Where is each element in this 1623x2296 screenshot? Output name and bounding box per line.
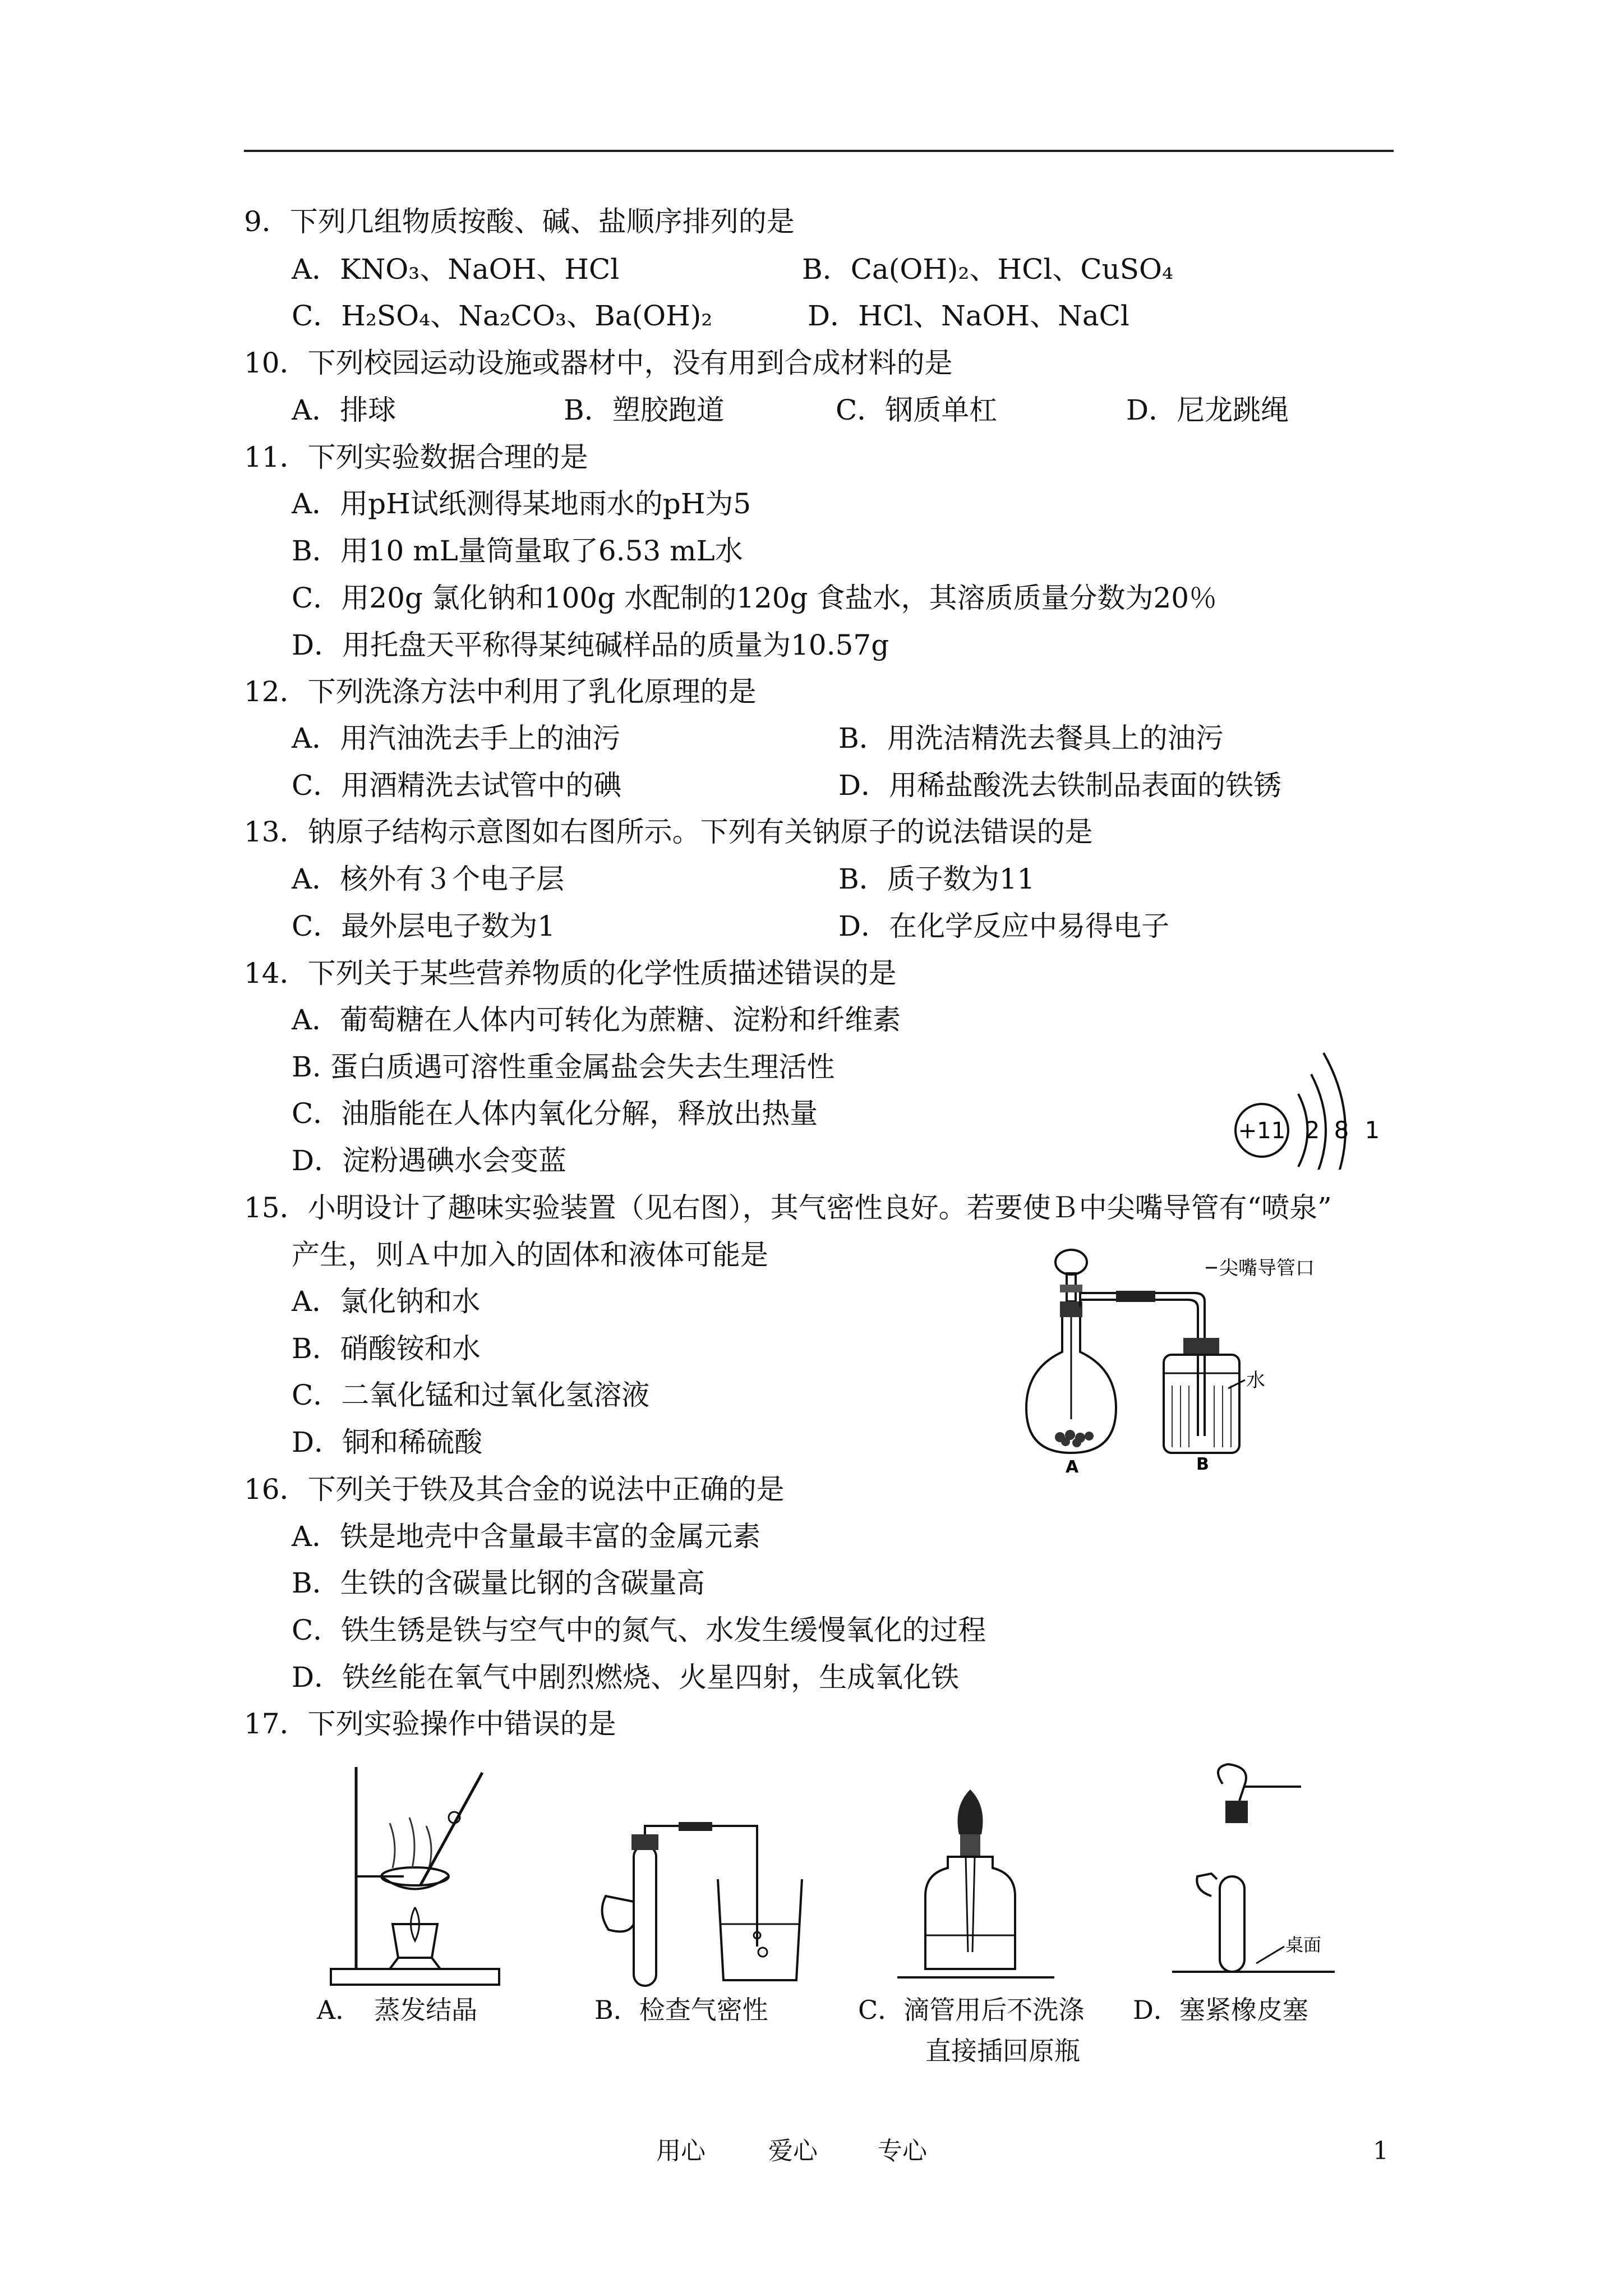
figure-evaporation (314, 1756, 527, 1991)
shell-count-1: 2 (1304, 1116, 1320, 1144)
footer-slogan-1: 用心 (656, 2137, 706, 2165)
q14-option-a: A．葡萄糖在人体内可转化为蔗糖、淀粉和纤维素 (292, 1004, 901, 1036)
label-bottle-b: B (1196, 1455, 1209, 1474)
q11-option-b: B．用10 mL量筒量取了6.53 mL水 (292, 535, 743, 567)
q13-option-d: D．在化学反应中易得电子 (838, 910, 1170, 942)
q15-option-c: C．二氧化锰和过氧化氢溶液 (292, 1379, 650, 1411)
label-desk: 桌面 (1285, 1934, 1322, 1955)
q9-option-d: D．HCl、NaOH、NaCl (808, 300, 1129, 332)
q16-option-b: B．生铁的含碳量比钢的含碳量高 (292, 1567, 705, 1599)
q13-option-b: B．质子数为11 (838, 863, 1035, 895)
figure-dropper-bottle (892, 1784, 1060, 1991)
label-flask-a: A (1066, 1457, 1079, 1475)
figure-airtightness-check (594, 1818, 819, 1991)
q9-option-c: C．H₂SO₄、Na₂CO₃、Ba(OH)₂ (292, 300, 713, 332)
page-number: 1 (1373, 2137, 1389, 2165)
q15-stem-continued: 产生，则Ａ中加入的固体和液体可能是 (292, 1239, 768, 1271)
q13-option-a: A．核外有３个电子层 (292, 863, 565, 895)
label-water: 水 (1246, 1369, 1265, 1392)
q11-option-d: D．用托盘天平称得某纯碱样品的质量为10.57g (292, 629, 889, 661)
q10-option-b: B．塑胶跑道 (564, 394, 725, 426)
q14-option-b: B. 蛋白质遇可溶性重金属盐会失去生理活性 (292, 1051, 835, 1083)
q9-option-a: A．KNO₃、NaOH、HCl (292, 253, 620, 286)
q11-option-c: C．用20g 氯化钠和100g 水配制的120g 食盐水，其溶质质量分数为20％ (292, 582, 1218, 614)
fig-c-caption: C．滴管用后不洗涤 (858, 1995, 1085, 2025)
fig-b-caption: B．检查气密性 (594, 1995, 768, 2025)
q12-stem: 12．下列洗涤方法中利用了乳化原理的是 (244, 675, 757, 708)
q9-option-b: B．Ca(OH)₂、HCl、CuSO₄ (802, 253, 1174, 286)
q14-option-d: D．淀粉遇碘水会变蓝 (292, 1144, 567, 1177)
label-tube-tip: 尖嘴导管口 (1219, 1257, 1315, 1280)
q16-option-d: D．铁丝能在氧气中剧烈燃烧、火星四射，生成氧化铁 (292, 1661, 960, 1694)
fig-d-caption: D．塞紧橡皮塞 (1133, 1995, 1308, 2025)
q12-option-d: D．用稀盐酸洗去铁制品表面的铁锈 (838, 769, 1282, 802)
q16-option-a: A．铁是地壳中含量最丰富的金属元素 (292, 1520, 761, 1553)
q15-stem: 15．小明设计了趣味实验装置（见右图），其气密性良好。若要使Ｂ中尖嘴导管有“喷泉” (244, 1191, 1332, 1224)
shell-count-3: 1 (1364, 1116, 1380, 1144)
footer-slogan-2: 爱心 (768, 2137, 818, 2165)
q9-stem: 9．下列几组物质按酸、碱、盐顺序排列的是 (244, 205, 795, 238)
fig-a-caption: A． 蒸发结晶 (317, 1995, 478, 2025)
q11-stem: 11．下列实验数据合理的是 (244, 441, 588, 473)
q16-option-c: C．铁生锈是铁与空气中的氮气、水发生缓慢氧化的过程 (292, 1614, 986, 1646)
q12-option-a: A．用汽油洗去手上的油污 (292, 722, 621, 754)
q10-stem: 10．下列校园运动设施或器材中，没有用到合成材料的是 (244, 347, 953, 379)
q16-stem: 16．下列关于铁及其合金的说法中正确的是 (244, 1473, 785, 1506)
figure-insert-stopper (1155, 1761, 1346, 1991)
nucleus-label: +11 (1238, 1118, 1286, 1144)
q17-stem: 17．下列实验操作中错误的是 (244, 1708, 616, 1740)
q10-option-c: C．钢质单杠 (836, 394, 998, 426)
fig-c-caption-2: 直接插回原瓶 (925, 2036, 1080, 2066)
q14-stem: 14．下列关于某些营养物质的化学性质描述错误的是 (244, 957, 897, 990)
q15-option-a: A．氯化钠和水 (292, 1285, 481, 1318)
header-rule (244, 150, 1394, 152)
footer-slogan-3: 专心 (878, 2137, 927, 2165)
fountain-apparatus-diagram (1015, 1223, 1318, 1475)
shell-count-2: 8 (1334, 1116, 1349, 1144)
q11-option-a: A．用pH试纸测得某地雨水的pH为5 (292, 487, 751, 520)
q12-option-c: C．用酒精洗去试管中的碘 (292, 769, 622, 802)
q14-option-c: C．油脂能在人体内氧化分解，释放出热量 (292, 1097, 818, 1130)
q10-option-a: A．排球 (292, 394, 396, 426)
q15-option-d: D．铜和稀硫酸 (292, 1426, 483, 1458)
q13-stem: 13．钠原子结构示意图如右图所示。下列有关钠原子的说法错误的是 (244, 816, 1093, 848)
q10-option-d: D．尼龙跳绳 (1126, 394, 1289, 426)
q12-option-b: B．用洗洁精洗去餐具上的油污 (838, 722, 1224, 754)
q15-option-b: B．硝酸铵和水 (292, 1332, 481, 1365)
sodium-atom-diagram (1217, 1041, 1396, 1170)
shell-arc-3 (1324, 1053, 1345, 1170)
q13-option-c: C．最外层电子数为1 (292, 910, 556, 942)
